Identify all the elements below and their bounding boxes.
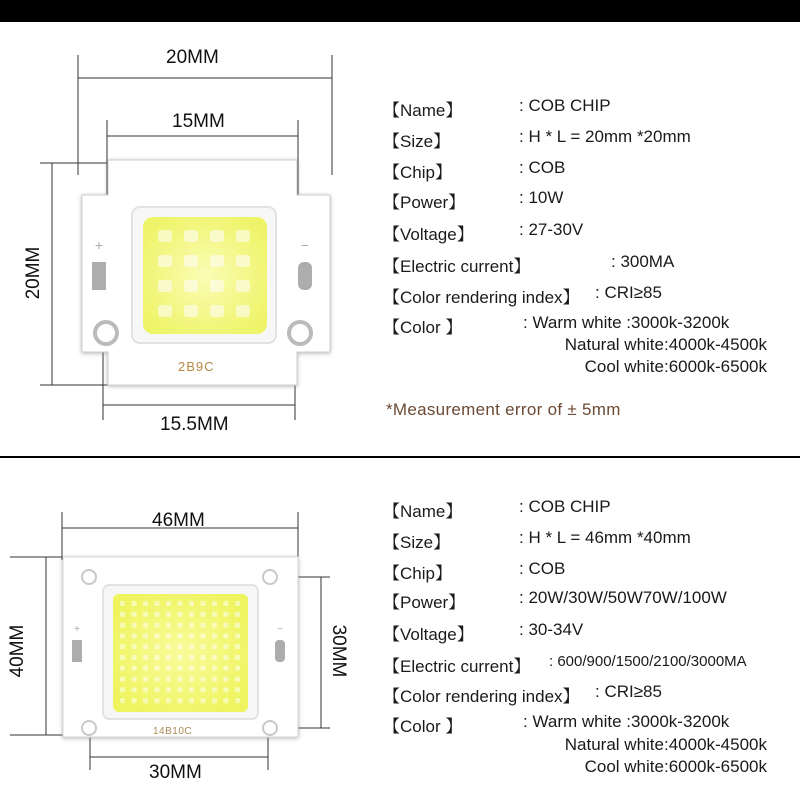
color-line: Cool white:6000k-6500k bbox=[584, 357, 767, 376]
chip-2-left-dimension: 40MM bbox=[7, 624, 28, 678]
spec-value: : COB CHIP bbox=[519, 96, 611, 115]
spec-value: : CRI≥85 bbox=[595, 682, 662, 701]
spec-key: 【Color rendering index】 bbox=[383, 687, 580, 706]
spec-key: 【Color 】 bbox=[383, 318, 463, 337]
svg-text:+: + bbox=[74, 624, 80, 635]
spec-value: : 10W bbox=[519, 188, 564, 207]
spec-key: 【Color rendering index】 bbox=[383, 288, 580, 307]
spec-key: 【Electric current】 bbox=[383, 257, 531, 276]
chip-1-left-dimension: 20MM bbox=[23, 246, 44, 300]
spec-key: 【Name】 bbox=[383, 502, 463, 521]
color-line: Natural white:4000k-4500k bbox=[564, 335, 767, 354]
spec-value: : COB CHIP bbox=[519, 497, 611, 516]
chip-2-led-area bbox=[113, 594, 248, 712]
spec-key: 【Voltage】 bbox=[383, 625, 474, 644]
chip-2-bottom-dimension: 30MM bbox=[149, 762, 202, 783]
chip-1-inner-dimension: 15MM bbox=[172, 111, 225, 132]
spec-value: : COB bbox=[519, 559, 566, 578]
spec-value: : 600/900/1500/2100/3000MA bbox=[549, 653, 747, 670]
spec-value: : 27-30V bbox=[519, 220, 584, 239]
chip-2-right-dimension: 30MM bbox=[328, 624, 349, 678]
color-line: Cool white:6000k-6500k bbox=[584, 757, 767, 776]
spec-value: : 20W/30W/50W70W/100W bbox=[519, 588, 727, 607]
spec-value: : H * L = 20mm *20mm bbox=[519, 127, 691, 146]
color-line: Natural white:4000k-4500k bbox=[564, 735, 767, 754]
spec-key: 【Color 】 bbox=[383, 717, 463, 736]
spec-key: 【Size】 bbox=[383, 533, 451, 552]
spec-key: 【Power】 bbox=[383, 193, 466, 212]
spec-key: 【Chip】 bbox=[383, 163, 452, 182]
spec-value: : COB bbox=[519, 158, 566, 177]
spec-value: : 30-34V bbox=[519, 620, 584, 639]
spec-key: 【Chip】 bbox=[383, 564, 452, 583]
chip-1-top-dimension: 20MM bbox=[166, 47, 219, 68]
spec-key: 【Voltage】 bbox=[383, 225, 474, 244]
chip-1-bottom-dimension: 15.5MM bbox=[160, 414, 229, 435]
spec-value: : Warm white :3000k-3200k bbox=[523, 712, 730, 731]
spec-key: 【Name】 bbox=[383, 101, 463, 120]
svg-text:−: − bbox=[300, 237, 310, 253]
svg-text:+: + bbox=[94, 237, 104, 253]
spec-value: : CRI≥85 bbox=[595, 283, 662, 302]
chip-1-code: 2B9C bbox=[178, 359, 215, 374]
spec-value: : 300MA bbox=[611, 252, 675, 271]
chip-2-code: 14B10C bbox=[153, 726, 193, 737]
chip-2-top-dimension: 46MM bbox=[152, 510, 205, 531]
spec-key: 【Power】 bbox=[383, 593, 466, 612]
spec-value: : Warm white :3000k-3200k bbox=[523, 313, 730, 332]
spec-key: 【Size】 bbox=[383, 132, 451, 151]
measurement-note: *Measurement error of ± 5mm bbox=[386, 400, 621, 419]
spec-value: : H * L = 46mm *40mm bbox=[519, 528, 691, 547]
svg-text:−: − bbox=[277, 624, 283, 635]
spec-key: 【Electric current】 bbox=[383, 657, 531, 676]
